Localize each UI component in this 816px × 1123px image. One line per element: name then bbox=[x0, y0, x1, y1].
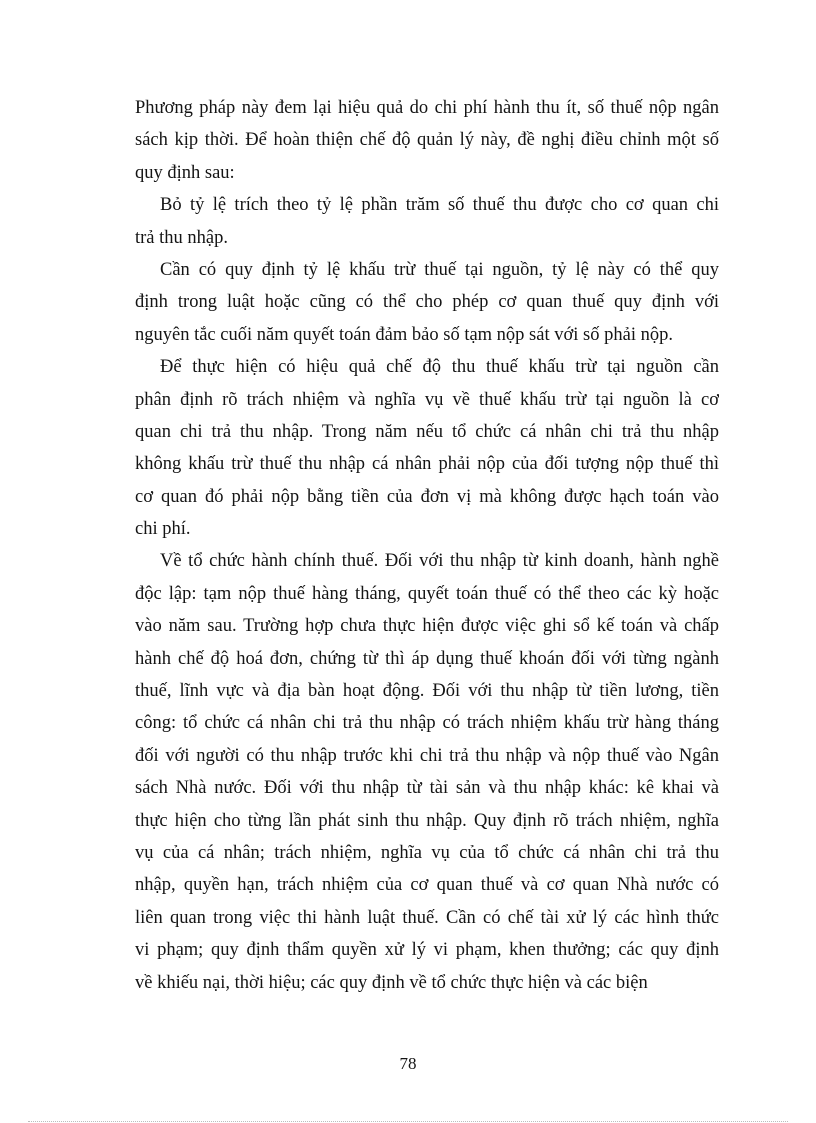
text-line: thực hiện cho từng lần phát sinh thu nhập. Quy định rõ trách nhiệm, nghĩa bbox=[135, 810, 719, 831]
text-line: phân định rõ trách nhiệm và nghĩa vụ về thuế khấu trừ tại nguồn là cơ bbox=[135, 389, 719, 410]
text-line: nhập, quyền hạn, trách nhiệm của cơ quan thuế và cơ quan Nhà nước có bbox=[135, 875, 719, 896]
text-line: nguyên tắc cuối năm quyết toán đảm bảo số tạm nộp sát với số phải nộp. bbox=[135, 324, 673, 345]
text-line: liên quan trong việc thi hành luật thuế. Cần có chế tài xử lý các hình thức bbox=[135, 907, 719, 928]
text-line: công: tổ chức cá nhân chi trả thu nhập có trách nhiệm khấu trừ hàng tháng bbox=[135, 713, 719, 734]
text-line: Về tổ chức hành chính thuế. Đối với thu nhập từ kinh doanh, hành nghề bbox=[160, 551, 719, 572]
page-number: 78 bbox=[399, 1054, 417, 1073]
text-line: không khấu trừ thuế thu nhập cá nhân phải nộp của đối tượng nộp thuế thì bbox=[135, 454, 719, 475]
body-text bbox=[135, 92, 719, 999]
text-line: định trong luật hoặc cũng có thể cho phép cơ quan thuế quy định với bbox=[135, 292, 719, 313]
text-line: đối với người có thu nhập trước khi chi trả thu nhập và nộp thuế vào Ngân bbox=[135, 745, 719, 766]
bottom-divider bbox=[28, 1121, 788, 1122]
text-line: vi phạm; quy định thẩm quyền xử lý vi phạm, khen thưởng; các quy định bbox=[135, 940, 719, 961]
text-line: quy định sau: bbox=[135, 162, 235, 183]
text-line: sách Nhà nước. Đối với thu nhập từ tài sản và thu nhập khác: kê khai và bbox=[135, 778, 719, 799]
text-line: Cần có quy định tỷ lệ khấu trừ thuế tại nguồn, tỷ lệ này có thể quy bbox=[160, 259, 719, 280]
text-line: Để thực hiện có hiệu quả chế độ thu thuế khấu trừ tại nguồn cần bbox=[160, 357, 719, 378]
text-line: về khiếu nại, thời hiệu; các quy định về tổ chức thực hiện và các biện bbox=[135, 972, 648, 993]
text-line: chi phí. bbox=[135, 519, 191, 540]
text-line: cơ quan đó phải nộp bằng tiền của đơn vị mà không được hạch toán vào bbox=[135, 486, 719, 507]
text-line: sách kịp thời. Để hoàn thiện chế độ quản lý này, đề nghị điều chỉnh một số bbox=[135, 130, 719, 151]
text-line: vụ của cá nhân; trách nhiệm, nghĩa vụ của tổ chức cá nhân chi trả thu bbox=[135, 842, 719, 863]
text-line: hành chế độ hoá đơn, chứng từ thì áp dụng thuế khoán đối với từng ngành bbox=[135, 648, 719, 669]
text-line: Bỏ tỷ lệ trích theo tỷ lệ phần trăm số thuế thu được cho cơ quan chi bbox=[160, 195, 719, 216]
text-line: thuế, lĩnh vực và địa bàn hoạt động. Đối với thu nhập từ tiền lương, tiền bbox=[135, 681, 719, 702]
text-line: trả thu nhập. bbox=[135, 227, 228, 248]
text-line: quan chi trả thu nhập. Trong năm nếu tổ chức cá nhân chi trả thu nhập bbox=[135, 421, 719, 442]
text-line: Phương pháp này đem lại hiệu quả do chi phí hành thu ít, số thuế nộp ngân bbox=[135, 98, 719, 118]
text-line: độc lập: tạm nộp thuế hàng tháng, quyết toán thuế có thể theo các kỳ hoặc bbox=[135, 583, 719, 604]
text-line: vào năm sau. Trường hợp chưa thực hiện được việc ghi sổ kế toán và chấp bbox=[135, 616, 719, 637]
